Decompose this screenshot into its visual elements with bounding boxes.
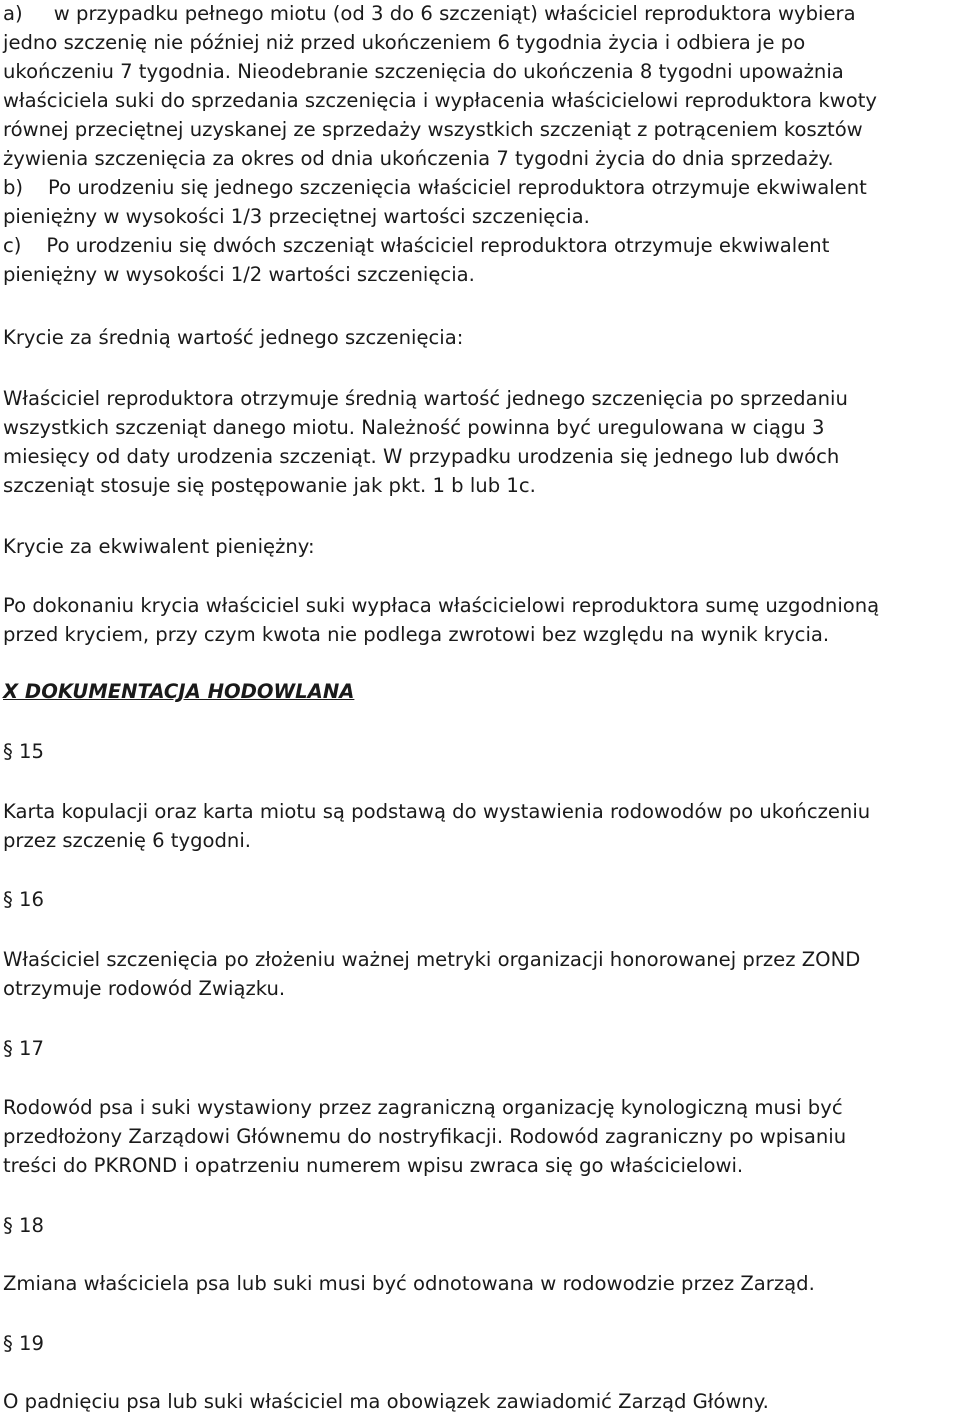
- paragraph-a-line-6: żywienia szczenięcia za okres od dnia ukończenia 7 tygodni życia do dnia sprzedaży.: [3, 147, 834, 170]
- paragraph-16-line-2: otrzymuje rodowód Związku.: [3, 977, 286, 1000]
- paragraph-19-line-1: O padnięciu psa lub suki właściciel ma obowiązek zawiadomić Zarząd Główny.: [3, 1390, 769, 1413]
- paragraph-a-line-3: ukończeniu 7 tygodnia. Nieodebranie szczenięcia do ukończenia 8 tygodni upoważnia: [3, 60, 844, 83]
- paragraph-number-15: § 15: [3, 740, 44, 763]
- cash-equivalent-line-2: przed kryciem, przy czym kwota nie podlega zwrotowi bez względu na wynik krycia.: [3, 623, 830, 646]
- paragraph-17-line-3: treści do PKROND i opatrzeniu numerem wpisu zwraca się go właścicielowi.: [3, 1154, 744, 1177]
- paragraph-b-line-2: pieniężny w wysokości 1/3 przeciętnej wartości szczenięcia.: [3, 205, 590, 228]
- paragraph-number-18: § 18: [3, 1214, 44, 1237]
- paragraph-a-line-4: właściciela suki do sprzedania szczenięcia i wypłacenia właścicielowi reproduktora kwoty: [3, 89, 878, 112]
- average-value-line-1: Właściciel reproduktora otrzymuje średnią wartość jednego szczenięcia po sprzedaniu: [3, 387, 848, 410]
- paragraph-17-line-2: przedłożony Zarządowi Głównemu do nostryfikacji. Rodowód zagraniczny po wpisaniu: [3, 1125, 847, 1148]
- subheading-cash-equivalent: Krycie za ekwiwalent pieniężny:: [3, 535, 315, 558]
- paragraph-a-line-2: jedno szczenię nie później niż przed ukończeniem 6 tygodnia życia i odbiera je po: [3, 31, 806, 54]
- paragraph-c-line-2: pieniężny w wysokości 1/2 wartości szczenięcia.: [3, 263, 475, 286]
- section-heading-x: X DOKUMENTACJA HODOWLANA: [3, 680, 355, 703]
- paragraph-a-line-5: równej przeciętnej uzyskanej ze sprzedaży wszystkich szczeniąt z potrąceniem kosztów: [3, 118, 863, 141]
- paragraph-number-16: § 16: [3, 888, 44, 911]
- paragraph-a-line-1: a) w przypadku pełnego miotu (od 3 do 6 szczeniąt) właściciel reproduktora wybiera: [3, 2, 856, 25]
- average-value-line-4: szczeniąt stosuje się postępowanie jak pkt. 1 b lub 1c.: [3, 474, 536, 497]
- paragraph-17-line-1: Rodowód psa i suki wystawiony przez zagraniczną organizację kynologiczną musi być: [3, 1096, 843, 1119]
- paragraph-16-line-1: Właściciel szczenięcia po złożeniu ważnej metryki organizacji honorowanej przez ZOND: [3, 948, 861, 971]
- paragraph-18-line-1: Zmiana właściciela psa lub suki musi być odnotowana w rodowodzie przez Zarząd.: [3, 1272, 815, 1295]
- paragraph-15-line-1: Karta kopulacji oraz karta miotu są podstawą do wystawienia rodowodów po ukończeniu: [3, 800, 871, 823]
- paragraph-number-19: § 19: [3, 1332, 44, 1355]
- average-value-line-2: wszystkich szczeniąt danego miotu. Należność powinna być uregulowana w ciągu 3: [3, 416, 825, 439]
- paragraph-c-line-1: c) Po urodzeniu się dwóch szczeniąt właściciel reproduktora otrzymuje ekwiwalent: [3, 234, 830, 257]
- paragraph-b-line-1: b) Po urodzeniu się jednego szczenięcia właściciel reproduktora otrzymuje ekwiwalent: [3, 176, 867, 199]
- cash-equivalent-line-1: Po dokonaniu krycia właściciel suki wypłaca właścicielowi reproduktora sumę uzgodnioną: [3, 594, 880, 617]
- paragraph-15-line-2: przez szczenię 6 tygodni.: [3, 829, 252, 852]
- paragraph-number-17: § 17: [3, 1037, 44, 1060]
- subheading-average-value: Krycie za średnią wartość jednego szczenięcia:: [3, 326, 464, 349]
- average-value-line-3: miesięcy od daty urodzenia szczeniąt. W przypadku urodzenia się jednego lub dwóch: [3, 445, 840, 468]
